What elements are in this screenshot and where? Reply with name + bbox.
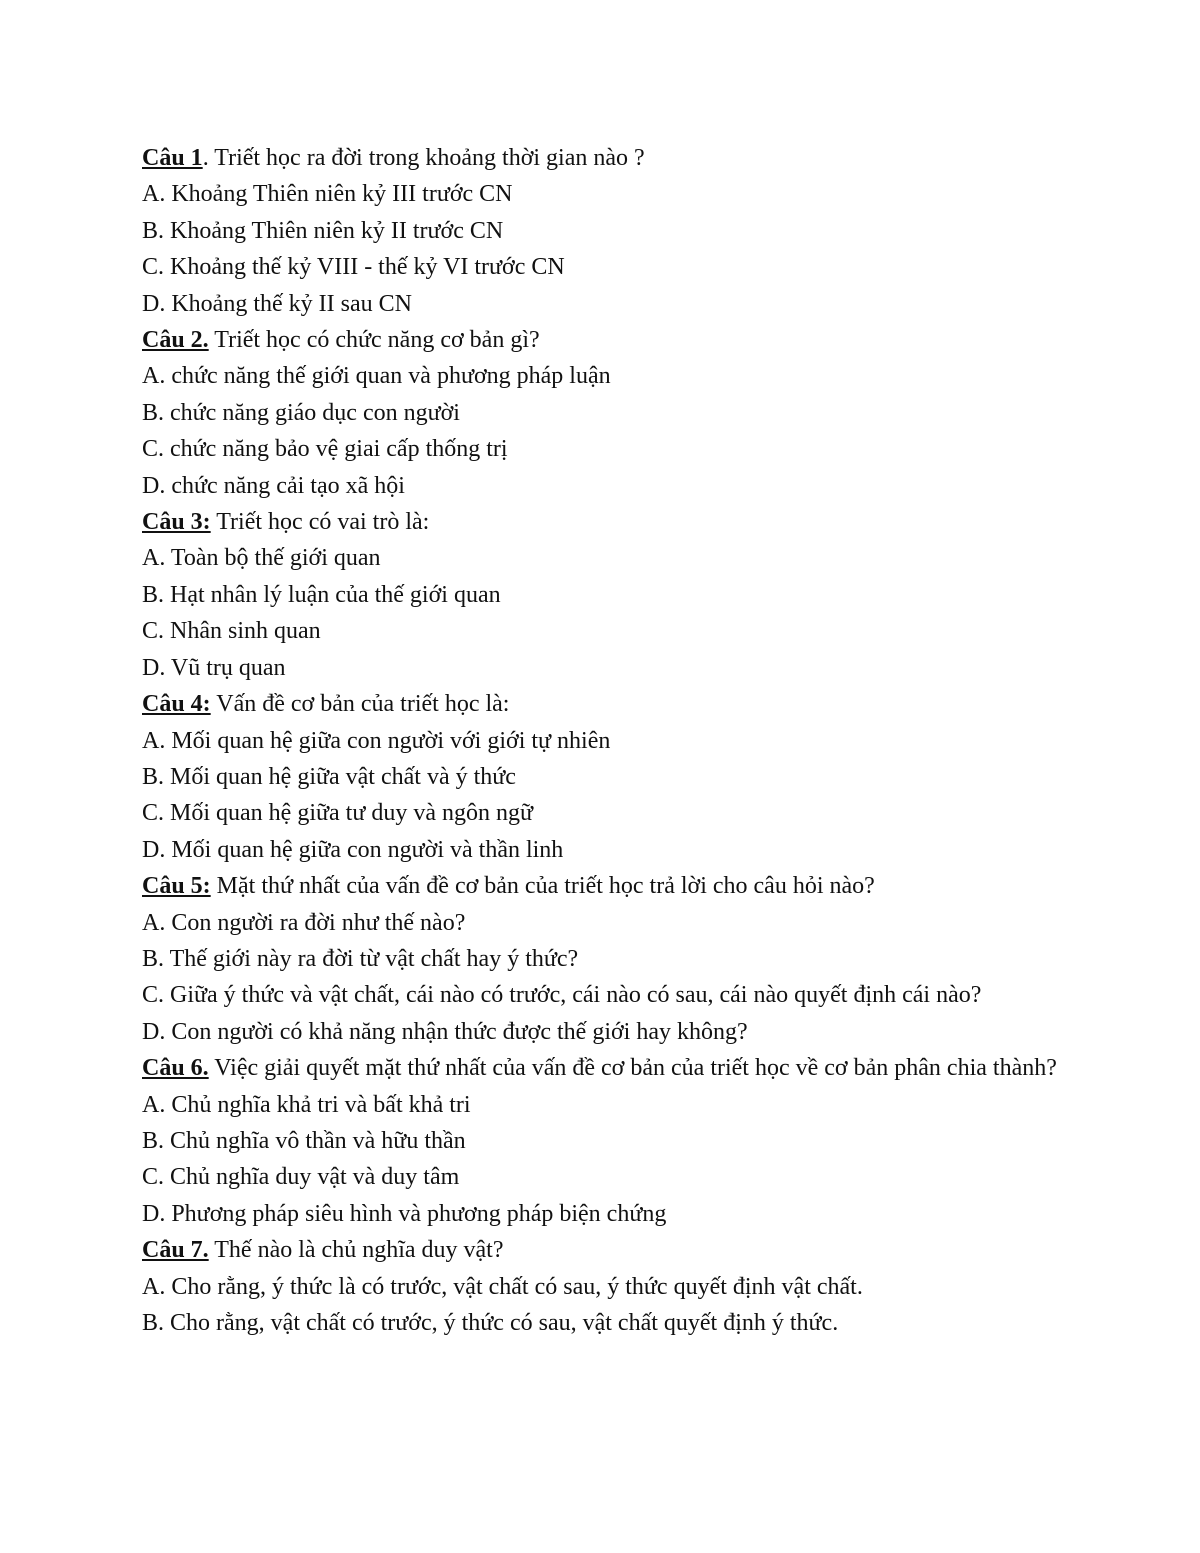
question-6-stem [142, 1050, 1082, 1086]
question-1-option-c: C. Khoảng thế kỷ VIII - thế kỷ VI trước CN [142, 254, 565, 281]
question-6-option-a: A. Chủ nghĩa khả tri và bất khả tri [142, 1091, 471, 1118]
question-2-option-c: C. chức năng bảo vệ giai cấp thống trị [142, 436, 508, 463]
question-6-option-c: C. Chủ nghĩa duy vật và duy tâm [142, 1164, 460, 1191]
question-3-option-b: B. Hạt nhân lý luận của thế giới quan [142, 581, 501, 608]
question-4-option-c: C. Mối quan hệ giữa tư duy và ngôn ngữ [142, 800, 533, 827]
question-3-option-d: D. Vũ trụ quan [142, 654, 286, 681]
question-4-option-b: B. Mối quan hệ giữa vật chất và ý thức [142, 763, 516, 790]
question-1-text: . Triết học ra đời trong khoảng thời gian nào ? [202, 145, 645, 171]
question-4-stem [142, 686, 1082, 722]
question-3-stem [142, 504, 1082, 540]
question-1-stem [142, 140, 1082, 176]
question-5-option-d: D. Con người có khả năng nhận thức được thế giới hay không? [142, 1018, 748, 1045]
question-4-option-d: D. Mối quan hệ giữa con người và thần linh [142, 836, 564, 863]
question-6-label: Câu 6. [142, 1055, 209, 1082]
question-6-option-d: D. Phương pháp siêu hình và phương pháp biện chứng [142, 1200, 667, 1227]
question-5-option-c: C. Giữa ý thức và vật chất, cái nào có trước, cái nào có sau, cái nào quyết định cái nào? [142, 982, 982, 1009]
question-4-text: Vấn đề cơ bản của triết học là: [210, 691, 510, 718]
question-5-label: Câu 5: [142, 873, 211, 900]
question-3-option-c: C. Nhân sinh quan [142, 618, 321, 645]
question-5-option-b: B. Thế giới này ra đời từ vật chất hay ý thức? [142, 945, 579, 972]
question-1-option-b: B. Khoảng Thiên niên kỷ II trước CN [142, 217, 504, 244]
question-5-text: Mặt thứ nhất của vấn đề cơ bản của triết học trả lời cho câu hỏi nào? [210, 873, 875, 900]
question-7-option-b: B. Cho rằng, vật chất có trước, ý thức có sau, vật chất quyết định ý thức. [142, 1310, 839, 1336]
question-2-text: Triết học có chức năng cơ bản gì? [208, 327, 540, 354]
question-6-option-b: B. Chủ nghĩa vô thần và hữu thần [142, 1127, 466, 1154]
question-7-stem [142, 1232, 1082, 1268]
question-4-label: Câu 4: [142, 691, 211, 718]
question-3-label: Câu 3: [142, 509, 211, 536]
question-2-option-a: A. chức năng thế giới quan và phương pháp luận [142, 363, 611, 390]
question-3-option-a: A. Toàn bộ thế giới quan [142, 545, 381, 572]
question-7-text: Thế nào là chủ nghĩa duy vật? [208, 1237, 504, 1264]
question-3-text: Triết học có vai trò là: [210, 509, 430, 536]
question-5-option-a: A. Con người ra đời như thế nào? [142, 909, 466, 936]
question-7-label: Câu 7. [142, 1237, 209, 1264]
document-page [142, 140, 1082, 1341]
question-5-stem [142, 868, 1082, 904]
question-2-option-d: D. chức năng cải tạo xã hội [142, 472, 405, 499]
question-7-option-a: A. Cho rằng, ý thức là có trước, vật chất có sau, ý thức quyết định vật chất. [142, 1273, 863, 1300]
question-2-option-b: B. chức năng giáo dục con người [142, 399, 460, 426]
question-2-label: Câu 2. [142, 327, 209, 354]
question-1-label: Câu 1 [142, 145, 203, 171]
question-2-stem [142, 322, 1082, 358]
question-4-option-a: A. Mối quan hệ giữa con người với giới tự nhiên [142, 727, 611, 754]
question-1-option-d: D. Khoảng thế kỷ II sau CN [142, 290, 412, 317]
question-6-text: Việc giải quyết mặt thứ nhất của vấn đề cơ bản của triết học về cơ bản phân chia thành? [208, 1055, 1057, 1082]
question-1-option-a: A. Khoảng Thiên niên kỷ III trước CN [142, 181, 513, 208]
